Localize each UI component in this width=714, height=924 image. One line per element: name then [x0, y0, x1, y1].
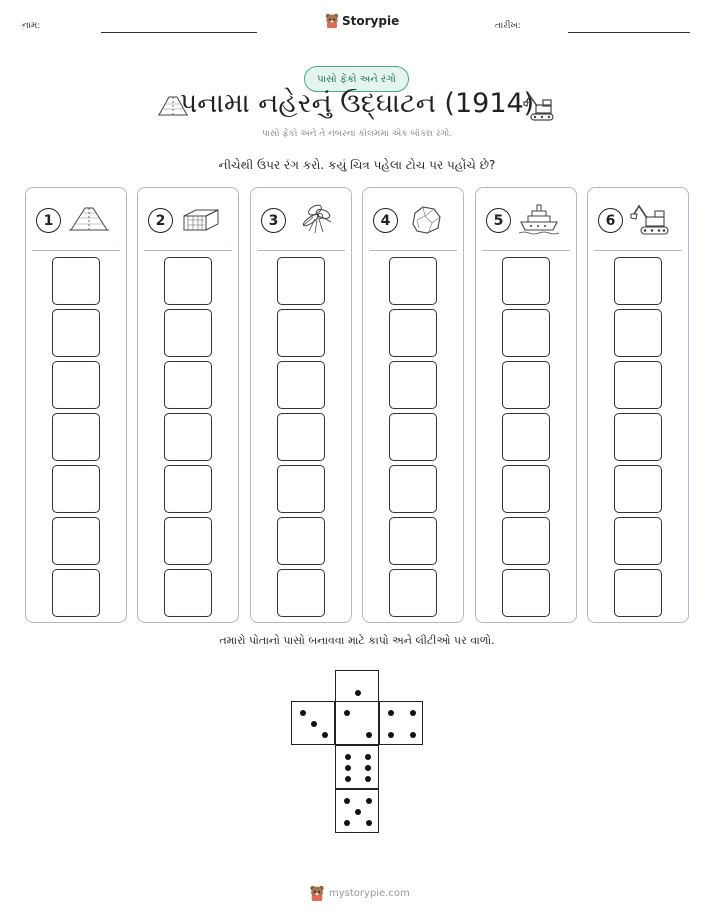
- color-box[interactable]: [389, 465, 437, 513]
- activity-pill: પાસો ફેંકો અને રંગો: [304, 66, 409, 92]
- question-text: નીચેથી ઉપર રંગ કરો. કયું ચિત્ર પહેલા ટોચ પર પહોંચે છે?: [218, 158, 496, 172]
- brand-logo: [325, 13, 399, 28]
- mosquito-icon: [293, 202, 335, 236]
- die-face-5: [335, 789, 379, 833]
- name-label: નામ:: [22, 21, 41, 31]
- color-box[interactable]: [52, 361, 100, 409]
- column-divider: [32, 250, 120, 251]
- footer-brand: [309, 885, 410, 901]
- color-box[interactable]: [277, 309, 325, 357]
- color-box[interactable]: [614, 361, 662, 409]
- color-box[interactable]: [614, 569, 662, 617]
- color-box[interactable]: [502, 257, 550, 305]
- color-box[interactable]: [277, 569, 325, 617]
- color-box[interactable]: [502, 569, 550, 617]
- canal-lock-icon: [180, 202, 222, 236]
- rock-icon: [405, 202, 447, 236]
- color-box[interactable]: [164, 257, 212, 305]
- column-divider: [482, 250, 570, 251]
- color-box[interactable]: [614, 309, 662, 357]
- color-box[interactable]: [389, 309, 437, 357]
- color-box[interactable]: [389, 569, 437, 617]
- color-box[interactable]: [277, 517, 325, 565]
- color-box[interactable]: [277, 465, 325, 513]
- color-box[interactable]: [52, 465, 100, 513]
- name-line[interactable]: [101, 32, 257, 33]
- color-box[interactable]: [52, 569, 100, 617]
- color-box[interactable]: [164, 413, 212, 461]
- column-number: 4: [373, 208, 398, 233]
- color-box[interactable]: [277, 413, 325, 461]
- color-box[interactable]: [52, 413, 100, 461]
- column-4: [362, 187, 464, 623]
- color-box[interactable]: [164, 569, 212, 617]
- color-box[interactable]: [277, 257, 325, 305]
- column-number: 6: [598, 208, 623, 233]
- column-number: 2: [148, 208, 173, 233]
- color-box[interactable]: [389, 517, 437, 565]
- column-6: [587, 187, 689, 623]
- color-box[interactable]: [277, 361, 325, 409]
- excavator-icon: [523, 92, 557, 122]
- column-1: [25, 187, 127, 623]
- column-5: [475, 187, 577, 623]
- color-box[interactable]: [389, 257, 437, 305]
- color-box[interactable]: [502, 309, 550, 357]
- page-title: પનામા નહેરનું ઉદ્ઘાટન (1914): [179, 88, 535, 119]
- bear-icon: [309, 885, 325, 901]
- color-box[interactable]: [502, 517, 550, 565]
- color-box[interactable]: [614, 257, 662, 305]
- steamship-icon: [518, 202, 560, 236]
- column-divider: [594, 250, 682, 251]
- column-number: 3: [261, 208, 286, 233]
- subtitle: પાસો ફેંકો અને તે નંબરના કૉલમમાં એક બૉક્સ રંગો.: [261, 129, 453, 139]
- color-box[interactable]: [52, 309, 100, 357]
- column-divider: [369, 250, 457, 251]
- cutout-instruction: તમારો પોતાનો પાસો બનાવવા માટે કાપો અને લીટીઓ પર વાળો.: [219, 634, 495, 647]
- footer-url[interactable]: mystorypie.com: [329, 887, 410, 899]
- color-box[interactable]: [502, 465, 550, 513]
- color-box[interactable]: [502, 361, 550, 409]
- color-box[interactable]: [389, 413, 437, 461]
- color-box[interactable]: [52, 257, 100, 305]
- date-label: તારીખ:: [495, 21, 521, 31]
- brand-name: Storypie: [342, 13, 400, 28]
- color-box[interactable]: [164, 517, 212, 565]
- die-face-3: [291, 701, 335, 745]
- canal-road-icon: [68, 202, 110, 236]
- die-face-6: [335, 745, 379, 789]
- column-number: 5: [486, 208, 511, 233]
- color-box[interactable]: [614, 465, 662, 513]
- color-box[interactable]: [164, 465, 212, 513]
- excavator-icon: [630, 202, 672, 236]
- die-face-4: [379, 701, 423, 745]
- bear-icon: [325, 13, 339, 28]
- die-face-2: [335, 701, 379, 745]
- color-box[interactable]: [389, 361, 437, 409]
- color-box[interactable]: [164, 361, 212, 409]
- column-number: 1: [36, 208, 61, 233]
- date-line[interactable]: [568, 32, 690, 33]
- color-box[interactable]: [52, 517, 100, 565]
- column-3: [250, 187, 352, 623]
- column-2: [137, 187, 239, 623]
- color-box[interactable]: [614, 413, 662, 461]
- color-box[interactable]: [164, 309, 212, 357]
- column-divider: [257, 250, 345, 251]
- column-divider: [144, 250, 232, 251]
- color-box[interactable]: [502, 413, 550, 461]
- color-box[interactable]: [614, 517, 662, 565]
